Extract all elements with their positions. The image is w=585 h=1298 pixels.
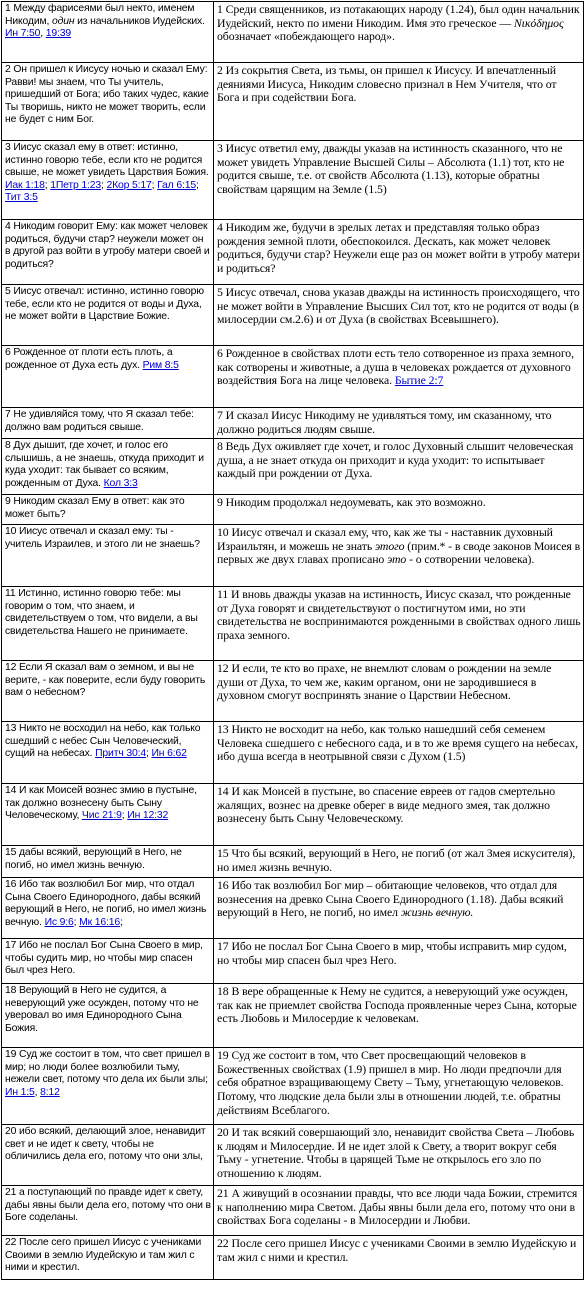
verse-row [2,878,584,939]
scripture-reference-link[interactable]: 1Петр 1:23 [50,179,102,191]
verse-text: 15 Что бы всякий, верующий в Него, не погиб (от жал Змея искусителя), но имел жизнь вечную. [217,846,576,874]
verse-row [2,1125,584,1186]
verse-text: 7 Не удивляйся тому, что Я сказал тебе: должно вам родиться свыше. [5,409,194,433]
verse-text: 4 Никодим же, будучи в зрелых летах и представляя только образ рождения земной плоти, обеспокоился. Дескать, как может человек родиться, будучи стар? Неужели еще раз он может войти в утробу матери и родиться? [217,220,580,275]
scripture-reference-link[interactable]: Бытие 2:7 [394,373,444,388]
original-verse-cell [2,878,214,939]
emphasis-text: Νικόδημος [513,15,564,30]
commentary-verse-cell [214,984,584,1048]
original-verse-cell [2,495,214,525]
commentary-verse-cell [214,220,584,285]
verse-text: (прим.* - в своде законов Моисея в первых же двух главах прописано [217,538,581,567]
verse-text: ; [145,748,152,760]
verse-row [2,439,584,495]
commentary-verse-cell [214,1048,584,1125]
verse-text: 19 Суд же состоит в том, что свет пришел в мир; но люди более возлюбили тьму, нежели свет, потому что дела их были злы; [5,1049,210,1086]
verse-text: 13 Никто не восходил на небо, как только сшедший с небес Сын Человеческий, сущий на небесах. [5,723,201,760]
commentary-verse-cell [214,439,584,495]
commentary-verse-cell [214,587,584,661]
verse-text: 20 ибо всякий, делающий злое, ненавидит свет и не идет к свету, чтобы не обличились дела его, потому что они злы, [5,1126,206,1163]
original-verse-cell [2,722,214,784]
commentary-verse-cell [214,141,584,220]
verse-text: ; [73,916,80,928]
verse-row [2,587,584,661]
verse-text: 18 В вере обращенные к Нему не судится, а неверующий уже осужден, так как не приемлет свойства Господа проявленные через Сына, которые есть Любовь и Милосердие к человекам. [217,984,577,1026]
verse-text: 10 Иисус отвечал и сказал ему: ты - учитель Израилев, и этого ли не знаешь? [5,526,200,550]
verse-text: 9 Никодим сказал Ему в ответ: как это может быть? [5,496,185,520]
original-verse-cell [2,1236,214,1280]
verse-row [2,984,584,1048]
original-verse-cell [2,285,214,346]
verse-text: ; [195,179,199,191]
verse-comparison-table [1,1,584,1280]
verse-text: ; [44,179,51,191]
verse-text: 7 И сказал Иисус Никодиму не удивляться тому, им сказанному, что должно родиться людям свыше. [217,408,552,436]
verse-text: ; [121,810,128,822]
scripture-reference-link[interactable]: 19:39 [45,28,72,40]
verse-text: 15 дабы всякий, верующий в Него, не погиб, но имел жизнь вечную. [5,847,182,871]
verse-text: 10 Иисус отвечал и сказал ему, что, как же ты - наставник духовный Израильтян, и можешь не знать [217,525,553,553]
original-verse-cell [2,846,214,878]
verse-text: 1 Между фарисеями был некто, именем Никодим, [5,3,195,27]
scripture-reference-link[interactable]: Гал 6:15 [157,179,196,191]
verse-text: 17 Ибо не послал Бог Сына Своего в мир, чтобы судить мир, но чтобы мир спасен был чрез Него. [5,940,203,977]
verse-text: , [34,1086,41,1098]
scripture-reference-link[interactable]: Ис 9:6 [44,916,74,928]
commentary-verse-cell [214,846,584,878]
emphasis-text: жизнь вечную. [400,905,474,920]
original-verse-cell [2,408,214,439]
scripture-reference-link[interactable]: Кол 3:3 [103,477,138,489]
verse-row [2,141,584,220]
verse-text: ; [151,179,158,191]
commentary-verse-cell [214,63,584,141]
verse-text: 16 Ибо так возлюбил Бог мир, что отдал Сына Своего Единородного, дабы всякий верующий в Него, не погиб, но имел жизнь вечную. [5,879,207,928]
verse-text: 5 Иисус отвечал: истинно, истинно говорю тебе, если кто не родится от воды и Духа, не может войти в Царствие Божие. [5,286,204,323]
original-verse-cell [2,525,214,587]
verse-text: 1 Среди священников, из потакающих народу (1.24), был один начальник Иудейский, некто по имени Никодим. Имя это греческое — [217,2,580,30]
verse-row [2,346,584,408]
verse-row [2,1048,584,1125]
verse-row [2,63,584,141]
verse-rows [2,2,584,1280]
verse-text: 11 Истинно, истинно говорю тебе: мы говорим о том, что знаем, и свидетельствуем о том, что видели, а вы свидетельства Нашего не принимаете. [5,588,198,637]
commentary-verse-cell [214,525,584,587]
verse-text: 5 Иисус отвечал, снова указав дважды на истинность происходящего, что не может войти в Управление Высших Сил тот, кто не родится от воды (в милосердии см.2.6) и от Духа (в свойствах Всевышнего). [217,285,580,327]
scripture-reference-link[interactable]: 8:12 [40,1086,60,1098]
commentary-verse-cell [214,784,584,846]
verse-text: , [40,28,46,40]
verse-text: 14 И как Моисей в пустыне, во спасение евреев от гадов смертельно жалящих, вознес на древке оберег в виде медного змея, так должно вознесену быть Сыну Человеческому. [217,784,556,826]
verse-text: 13 Никто не восходит на небо, как только нашедший себя семенем Человека сшедшего с небесного сада, и в то же время сущего на небесах, ибо душа всегда в неотрывной связи с Духом (1.5) [217,722,578,764]
verse-text: 18 Верующий в Него не судится, а неверующий уже осужден, потому что не уверовал во имя Единородного Сына Божия. [5,985,199,1034]
commentary-verse-cell [214,939,584,984]
emphasis-text: это [387,552,407,567]
scripture-reference-link[interactable]: Иак 1:18 [5,179,45,191]
verse-text: 8 Дух дышит, где хочет, и голос его слышишь, а не знаешь, откуда приходит и куда уходит: так бывает со всяким, рожденным от Духа. [5,440,204,489]
original-verse-cell [2,2,214,63]
commentary-verse-cell [214,346,584,408]
commentary-verse-cell [214,2,584,63]
verse-text: 4 Никодим говорит Ему: как может человек родиться, будучи стар? неужели может он в другой раз войти в утробу матери своей и родиться? [5,221,210,270]
scripture-reference-link[interactable]: Тит 3:5 [5,192,38,204]
original-verse-cell [2,1186,214,1236]
verse-text: ; [101,179,107,191]
verse-row [2,495,584,525]
verse-text: 11 И вновь дважды указав на истинность, Иисус сказал, что рожденные от Духа говорят и свидетельствуют о постигнутом ими, но эти свидетельства не воспринимаются рожденными в свойствах одного лишь праха земного. [217,587,581,642]
original-verse-cell [2,439,214,495]
verse-text: - о сотворении человека). [406,552,535,567]
verse-row [2,525,584,587]
verse-row [2,939,584,984]
verse-text: 2 Из сокрытия Света, из тьмы, он пришел к Иисусу. И впечатленный деяниями Иисуса, Никодим словесно признал в Нем Учителя, что от Бога и при содействии Бога. [217,63,557,105]
original-verse-cell [2,587,214,661]
verse-text: ; [120,916,123,928]
verse-text: 16 Ибо так возлюбил Бог мир – обитающие человеков, что отдал для вознесения на древко Сына Своего Единородного (1.18). Дабы всякий верующий в Него, не погиб, но имел [217,878,564,920]
verse-row [2,285,584,346]
original-verse-cell [2,984,214,1048]
verse-text: 3 Иисус ответил ему, дважды указав на истинность сказанного, что не может увидеть Управление Высшей Силы – Абсолюта (1.1) тот, кто не родится свыше, т.е. от свойств Абсолюта (1.13), которые обратны свойствам царящим на Земле (1.5) [217,141,565,196]
commentary-verse-cell [214,1186,584,1236]
verse-text: 21 а поступающий по правде идет к свету, дабы явны были дела его, потому что они в Боге соделаны. [5,1187,211,1224]
verse-text: 6 Рожденное в свойствах плоти есть тело сотворенное из праха земного, как сотворены и животные, а душа в человеках рождается от духовного воздействия Бога на лице человека. [217,346,574,388]
original-verse-cell [2,141,214,220]
verse-text: 14 И как Моисей вознес змию в пустыне, так должно вознесену быть Сыну Человеческому, [5,785,197,822]
verse-row [2,1186,584,1236]
verse-text: 3 Иисус сказал ему в ответ: истинно, истинно говорю тебе, если кто не родится свыше, не может увидеть Царствия Божия. [5,142,209,179]
verse-row [2,2,584,63]
verse-text: 19 Суд же состоит в том, что Свет просвещающий человеков в Божественных свойствах (1.9) пришел в мир. Но люди предпочли для себя обратное взращивающему Свету – Тьму, угнетающую человеков. Потому, что людские дела были злы в отношении людей, т.е. обратны действиям Всеблагого. [217,1048,564,1117]
original-verse-cell [2,346,214,408]
verse-row [2,1236,584,1280]
scripture-reference-link[interactable]: Рим 8:5 [142,359,179,371]
original-verse-cell [2,661,214,722]
verse-text: 9 Никодим продолжал недоумевать, как это возможно. [217,495,486,510]
scripture-reference-link[interactable]: Чис 21:9 [81,810,122,822]
verse-text: 6 Рожденное от плоти есть плоть, а рожденное от Духа есть дух. [5,347,173,371]
commentary-verse-cell [214,722,584,784]
commentary-verse-cell [214,1236,584,1280]
verse-text: 20 И так всякий совершающий зло, ненавидит свойства Света – Любовь к людям и Милосердие. И не идет злой к Свету, а творит вокруг себя Тьму - угнетение. Чтобы в царящей Тьме не открылось его зло по отношению к людям. [217,1125,575,1180]
emphasis-text: этого [374,538,405,553]
scripture-reference-link[interactable]: Ин 1:5 [5,1086,35,1098]
verse-row [2,661,584,722]
original-verse-cell [2,1125,214,1186]
scripture-reference-link[interactable]: Мк 16:16 [79,916,121,928]
scripture-reference-link[interactable]: Ин 12:32 [127,810,169,822]
verse-row [2,408,584,439]
verse-text: 8 Ведь Дух оживляет где хочет, и голос Духовный слышит человеческая душа, а не знает откуда он приходит и куда уходит: то испытывает каждый при рождении от Духа. [217,439,574,481]
verse-text: 2 Он пришел к Иисусу ночью и сказал Ему: Равви! мы знаем, что Ты учитель, пришедший от Бога; ибо таких чудес, какие Ты творишь, никто не может творить, если не будет с ним Бог. [5,64,209,126]
original-verse-cell [2,220,214,285]
scripture-reference-link[interactable]: 2Кор 5:17 [106,179,152,191]
original-verse-cell [2,939,214,984]
verse-row [2,846,584,878]
verse-text: 12 Если Я сказал вам о земном, и вы не верите, - как поверите, если буду говорить вам о небесном? [5,662,206,699]
commentary-verse-cell [214,495,584,525]
commentary-verse-cell [214,661,584,722]
verse-text: 21 А живущий в осознании правды, что все люди чада Божии, стремится к наполнению мира Светом. Дабы явны были дела его, потому что они в свойствах Бога соделаны - в Милосердии и Любви. [217,1186,578,1228]
verse-row [2,722,584,784]
verse-row [2,220,584,285]
scripture-reference-link[interactable]: Ин 6:62 [151,748,187,760]
original-verse-cell [2,784,214,846]
commentary-verse-cell [214,285,584,346]
emphasis-text: один [51,15,75,27]
verse-text: 22 После сего пришел Иисус с учениками Своими в землю Иудейскую и там жил с ними и крестил. [5,1237,202,1274]
verse-text: обозначает «побеждающего народ». [217,29,395,44]
verse-row [2,784,584,846]
verse-text: 17 Ибо не послал Бог Сына Своего в мир, чтобы исправить мир судом, но чтобы мир спасен был чрез Него. [217,939,567,967]
commentary-verse-cell [214,408,584,439]
scripture-reference-link[interactable]: Ин 7:50 [5,28,41,40]
commentary-verse-cell [214,1125,584,1186]
commentary-verse-cell [214,878,584,939]
original-verse-cell [2,63,214,141]
verse-text: из начальников Иудейских. [74,15,205,27]
original-verse-cell [2,1048,214,1125]
verse-text: 22 После сего пришел Иисус с учениками Своими в землю Иудейскую и там жил с ними и крестил. [217,1236,577,1264]
verse-text: 12 И если, те кто во прахе, не внемлют словам о рождении на земле души от Духа, то чем же, каким органом, они не зародившиеся в духовном смогут воспринять знание о Царствии Небесном. [217,661,552,703]
scripture-reference-link[interactable]: Притч 30:4 [95,748,146,760]
